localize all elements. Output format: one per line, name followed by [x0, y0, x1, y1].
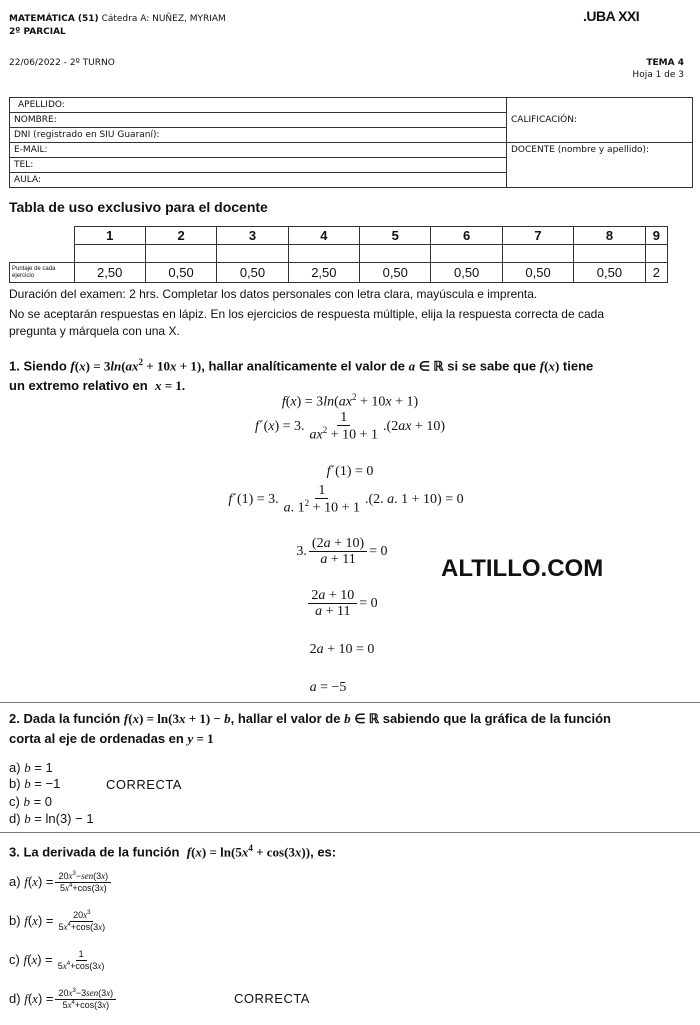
- score-5: 0,50: [360, 263, 431, 283]
- q3-option-a[interactable]: a) f(x) = $\frac{20x^3-sen(3x)}{5x^4+\cos(3x)}$: [9, 866, 113, 898]
- grades-empty-row: [10, 245, 668, 263]
- score-1: 2,50: [74, 263, 145, 283]
- grade-cell-4[interactable]: [288, 245, 359, 263]
- score-4: 2,50: [288, 263, 359, 283]
- q1-eq-function: $f(x) = 3\ln(ax^2 + 10x + 1)$: [281, 392, 419, 410]
- grades-col-2: 2: [145, 227, 216, 245]
- instructions-duration: Duración del examen: 2 hrs. Completar los datos personales con letra clara, mayúscula e imprenta.: [9, 287, 538, 301]
- grade-cell-2[interactable]: [145, 245, 216, 263]
- q1-eq-substitution: f´(1) = 3. $\frac{1}{a. 1^2 + 10 + 1}$ .(2. a. 1 + 10) = 0: [228, 483, 464, 517]
- course-name: MATEMÁTICA (51): [9, 14, 99, 24]
- q1-eq-step3: 2a + 10 = 0: [309, 642, 375, 657]
- q2-option-d[interactable]: d) b = ln(3) − 1: [9, 811, 94, 826]
- grades-table: [9, 226, 668, 283]
- grade-cell-9[interactable]: [645, 245, 667, 263]
- grades-col-5: 5: [360, 227, 431, 245]
- q3-option-c[interactable]: c) f(x) = $\frac{1}{5x^4+\cos(3x)}$: [9, 948, 105, 971]
- score-9: 2: [645, 263, 667, 283]
- grade-cell-1[interactable]: [74, 245, 145, 263]
- q2-statement: 2. Dada la función f(x) = ln(3x + 1) − b, hallar el valor de b ∈ ℝ sabiendo que la gráfica de la función corta al eje de ordenadas en y = 1: [9, 711, 611, 746]
- q2-option-c[interactable]: c) b = 0: [9, 794, 53, 809]
- header-course-line: [9, 14, 226, 24]
- grade-cell-3[interactable]: [217, 245, 288, 263]
- altillo-watermark: ALTILLO.COM: [441, 555, 604, 582]
- score-row-label: Puntaje de cada ejercicio: [10, 263, 75, 283]
- grades-table-title: Tabla de uso exclusivo para el docente: [9, 199, 268, 215]
- grades-col-6: 6: [431, 227, 502, 245]
- tema-label: TEMA 4: [646, 58, 684, 68]
- instructions-pencil: No se aceptarán respuestas en lápiz. En los ejercicios de respuesta múltiple, elija la respuesta correcta de cada: [9, 307, 604, 321]
- student-info-form: [9, 97, 693, 188]
- grade-cell-6[interactable]: [431, 245, 502, 263]
- grades-col-9: 9: [645, 227, 667, 245]
- grade-cell-5[interactable]: [360, 245, 431, 263]
- page-indicator: Hoja 1 de 3: [632, 70, 684, 80]
- aula-field[interactable]: AULA:: [10, 173, 507, 188]
- q1-statement: 1. Siendo $f(x) = 3\ln(ax^2 + 10x + 1)$, hallar analíticamente el valor de a ∈ ℝ si se sabe que f(x) tiene un extremo relativo en x = 1.: [9, 357, 594, 394]
- docente-field[interactable]: DOCENTE (nombre y apellido):: [507, 143, 693, 188]
- apellido-field[interactable]: APELLIDO:: [10, 98, 507, 113]
- score-2: 0,50: [145, 263, 216, 283]
- q2-option-b[interactable]: b) b = −1: [9, 776, 61, 791]
- grades-header-row: [10, 227, 668, 245]
- grade-cell-8[interactable]: [574, 245, 645, 263]
- instructions-mark: pregunta y márquela con una X.: [9, 324, 180, 338]
- grades-score-row: [10, 263, 668, 283]
- calificacion-field[interactable]: CALIFICACIÓN:: [507, 98, 693, 143]
- q2-correct-mark: CORRECTA: [106, 777, 182, 792]
- score-8: 0,50: [574, 263, 645, 283]
- q3-statement: 3. La derivada de la función $f(x) = \ln(5x^4 + \cos(3x))$, es:: [9, 843, 337, 860]
- divider-q1-q2: [0, 702, 700, 703]
- tel-field[interactable]: TEL:: [10, 158, 507, 173]
- grades-col-1: 1: [74, 227, 145, 245]
- exam-name: 2º PARCIAL: [9, 27, 66, 37]
- score-6: 0,50: [431, 263, 502, 283]
- nombre-field[interactable]: NOMBRE:: [10, 113, 507, 128]
- divider-q2-q3: [0, 832, 700, 833]
- q1-eq-step1: 3. $\frac{(2a + 10)}{a + 11}$ = 0: [296, 536, 388, 568]
- q1-eq-derivative: f´(x) = 3. $\frac{1}{ax^2 + 10 + 1}$ .(2ax + 10): [255, 410, 445, 444]
- score-7: 0,50: [502, 263, 573, 283]
- grades-col-8: 8: [574, 227, 645, 245]
- q3-option-d[interactable]: d) f(x) = $\frac{20x^3-3sen(3x)}{5x^4+\cos(3x)}$: [9, 983, 118, 1015]
- chair-name: Cátedra A: NUÑEZ, MYRIAM: [101, 14, 226, 24]
- q1-eq-result: a = −5: [309, 680, 347, 695]
- q1-eq-condition: f´(1) = 0: [326, 464, 374, 479]
- grades-col-3: 3: [217, 227, 288, 245]
- grade-cell-7[interactable]: [502, 245, 573, 263]
- dni-field[interactable]: DNI (registrado en SIU Guaraní):: [10, 128, 507, 143]
- q1-eq-step2: $\frac{2a + 10}{a + 11}$ = 0: [0, 588, 692, 620]
- q3-correct-mark: CORRECTA: [234, 991, 310, 1006]
- grades-col-7: 7: [502, 227, 573, 245]
- q2-option-a[interactable]: a) b = 1: [9, 760, 53, 775]
- uba-logo: .UBA XXI: [583, 8, 640, 24]
- email-field[interactable]: E-MAIL:: [10, 143, 507, 158]
- q3-option-b[interactable]: b) f(x) = $\frac{20x^3}{5x^4+\cos(3x)}$: [9, 910, 106, 933]
- score-3: 0,50: [217, 263, 288, 283]
- exam-date: 22/06/2022 - 2º TURNO: [9, 58, 115, 68]
- grades-col-4: 4: [288, 227, 359, 245]
